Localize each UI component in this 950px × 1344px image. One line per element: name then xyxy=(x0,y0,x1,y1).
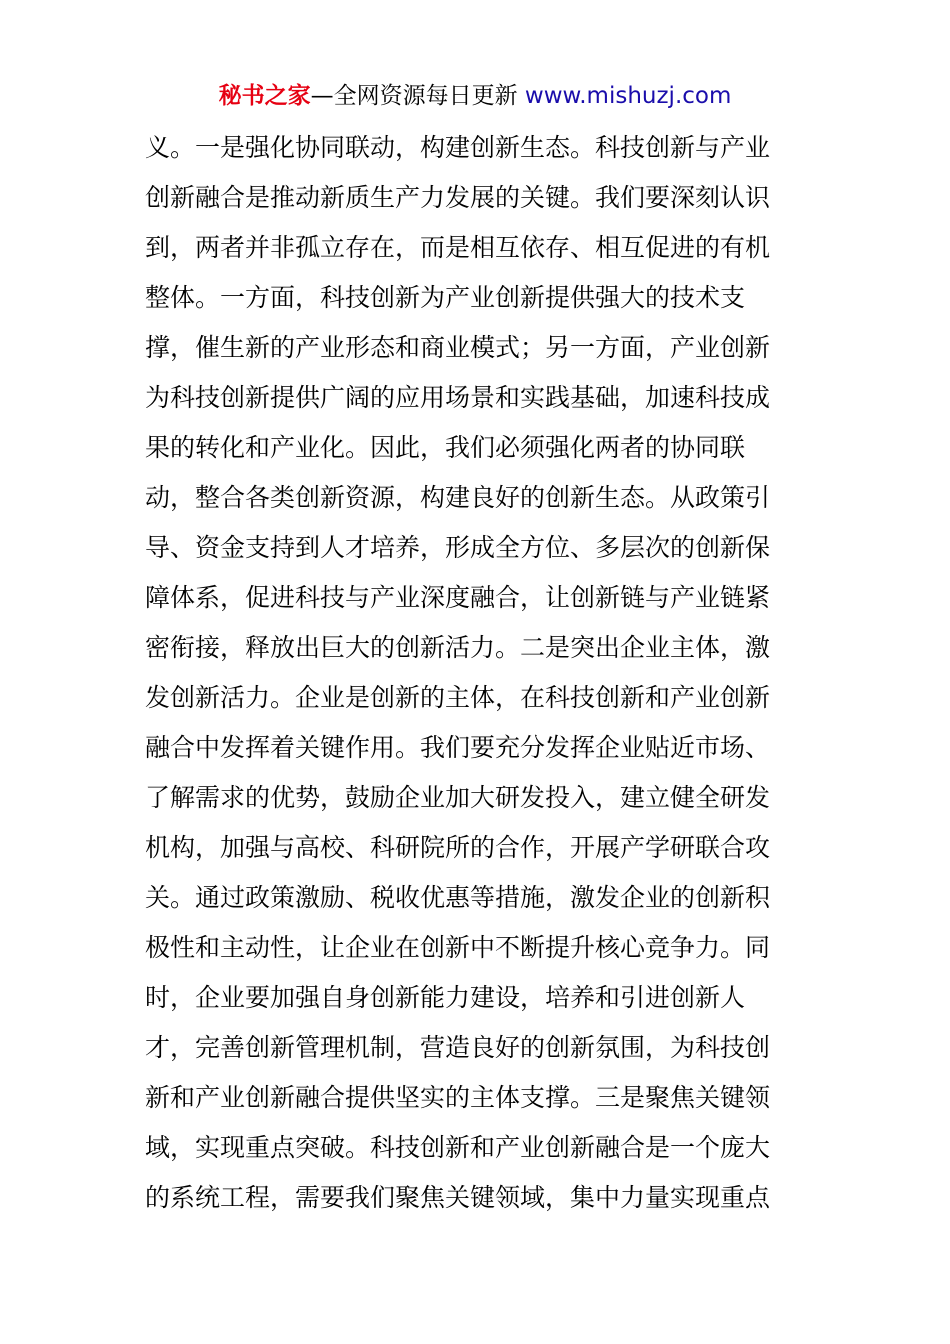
text-line: 关。通过政策激励、税收优惠等措施，激发企业的创新积 xyxy=(145,883,771,912)
text-line: 域，实现重点突破。科技创新和产业创新融合是一个庞大 xyxy=(145,1133,771,1162)
text-line: 发创新活力。企业是创新的主体，在科技创新和产业创新 xyxy=(145,683,771,712)
text-line: 障体系，促进科技与产业深度融合，让创新链与产业链紧 xyxy=(145,583,771,612)
page-header xyxy=(0,80,950,112)
brand-name: 秘书之家 xyxy=(218,83,311,109)
text-line: 创新融合是推动新质生产力发展的关键。我们要深刻认识 xyxy=(145,183,771,212)
text-line: 时，企业要加强自身创新能力建设，培养和引进创新人 xyxy=(145,983,746,1012)
text-line: 密衔接，释放出巨大的创新活力。二是突出企业主体，激 xyxy=(145,633,771,662)
site-url-link[interactable]: www.mishuzj.com xyxy=(524,83,732,109)
text-line: 导、资金支持到人才培养，形成全方位、多层次的创新保 xyxy=(145,533,771,562)
text-line: 到，两者并非孤立存在，而是相互依存、相互促进的有机 xyxy=(145,233,771,262)
text-line: 才，完善创新管理机制，营造良好的创新氛围，为科技创 xyxy=(145,1033,771,1062)
text-line: 机构，加强与高校、科研院所的合作，开展产学研联合攻 xyxy=(145,833,771,862)
document-body xyxy=(145,123,810,1223)
text-line: 新和产业创新融合提供坚实的主体支撑。三是聚焦关键领 xyxy=(145,1083,771,1112)
text-line: 义。一是强化协同联动，构建创新生态。科技创新与产业 xyxy=(145,133,771,162)
text-line: 了解需求的优势，鼓励企业加大研发投入，建立健全研发 xyxy=(145,783,771,812)
text-line: 为科技创新提供广阔的应用场景和实践基础，加速科技成 xyxy=(145,383,771,412)
text-line: 动，整合各类创新资源，构建良好的创新生态。从政策引 xyxy=(145,483,771,512)
text-line: 果的转化和产业化。因此，我们必须强化两者的协同联 xyxy=(145,433,746,462)
text-line: 撑，催生新的产业形态和商业模式；另一方面，产业创新 xyxy=(145,333,771,362)
text-line: 的系统工程，需要我们聚焦关键领域，集中力量实现重点 xyxy=(145,1183,771,1212)
text-line: 整体。一方面，科技创新为产业创新提供强大的技术支 xyxy=(145,283,746,312)
text-line: 融合中发挥着关键作用。我们要充分发挥企业贴近市场、 xyxy=(145,733,771,762)
header-tagline: —全网资源每日更新 xyxy=(310,83,525,109)
text-line: 极性和主动性，让企业在创新中不断提升核心竞争力。同 xyxy=(145,933,771,962)
